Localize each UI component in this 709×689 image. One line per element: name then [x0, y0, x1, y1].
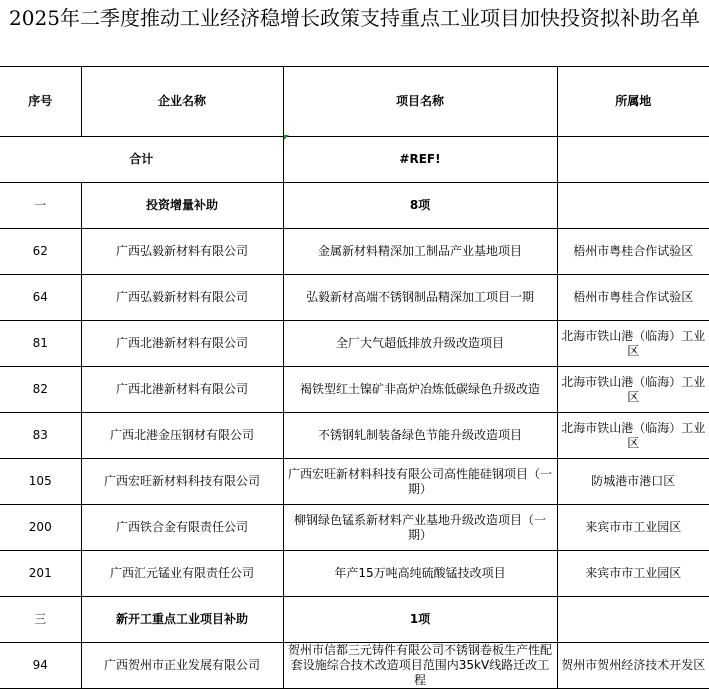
- total-row: [0, 137, 709, 183]
- section-location: [557, 597, 709, 643]
- row-location: 防城港市港口区: [557, 459, 709, 505]
- row-project: 金属新材料精深加工制品产业基地项目: [283, 229, 557, 275]
- table-row: [0, 229, 709, 275]
- header-row: [0, 67, 709, 137]
- row-location: 贺州市贺州经济技术开发区: [557, 643, 709, 689]
- row-project: 弘毅新材高端不锈钢制品精深加工项目一期: [283, 275, 557, 321]
- table-row: [0, 367, 709, 413]
- row-seq: 82: [0, 367, 81, 413]
- row-location: 来宾市市工业园区: [557, 551, 709, 597]
- row-company: 广西宏旺新材料科技有限公司: [81, 459, 283, 505]
- row-project: 柳钢绿色锰系新材料产业基地升级改造项目（一期）: [283, 505, 557, 551]
- section-name: 新开工重点工业项目补助: [81, 597, 283, 643]
- section-count: 1项: [283, 597, 557, 643]
- section-seq: 三: [0, 597, 81, 643]
- row-seq: 200: [0, 505, 81, 551]
- section-name: 投资增量补助: [81, 183, 283, 229]
- row-seq: 105: [0, 459, 81, 505]
- row-project: 广西宏旺新材料科技有限公司高性能硅钢项目（一期）: [283, 459, 557, 505]
- row-location: 梧州市粤桂合作试验区: [557, 229, 709, 275]
- table-row: [0, 459, 709, 505]
- page-title: 2025年二季度推动工业经济稳增长政策支持重点工业项目加快投资拟补助名单: [9, 6, 700, 30]
- header-seq: 序号: [0, 67, 81, 137]
- section-count: 8项: [283, 183, 557, 229]
- header-location: 所属地: [557, 67, 709, 137]
- table-row: [0, 505, 709, 551]
- row-company: 广西汇元锰业有限责任公司: [81, 551, 283, 597]
- row-project: 不锈钢轧制装备绿色节能升级改造项目: [283, 413, 557, 459]
- row-company: 广西北港金压钢材有限公司: [81, 413, 283, 459]
- row-seq: 201: [0, 551, 81, 597]
- total-label: 合计: [0, 137, 283, 183]
- table-row: [0, 643, 709, 689]
- table-row: [0, 275, 709, 321]
- row-seq: 64: [0, 275, 81, 321]
- total-location: [557, 137, 709, 183]
- row-company: 广西弘毅新材料有限公司: [81, 229, 283, 275]
- row-location: 北海市铁山港（临海）工业区: [557, 367, 709, 413]
- section-row: [0, 183, 709, 229]
- row-project: 褐铁型红土镍矿非高炉冶炼低碳绿色升级改造: [283, 367, 557, 413]
- row-seq: 94: [0, 643, 81, 689]
- row-project: 贺州市信都三元铸件有限公司不锈钢卷板生产性配套设施综合技术改造项目范围内35kV线路迁改工程: [283, 643, 557, 689]
- section-row: [0, 597, 709, 643]
- table-row: [0, 551, 709, 597]
- row-seq: 81: [0, 321, 81, 367]
- row-location: 来宾市市工业园区: [557, 505, 709, 551]
- header-project: 项目名称: [283, 67, 557, 137]
- section-location: [557, 183, 709, 229]
- table-row: [0, 321, 709, 367]
- header-company: 企业名称: [81, 67, 283, 137]
- row-company: 广西铁合金有限责任公司: [81, 505, 283, 551]
- row-seq: 62: [0, 229, 81, 275]
- total-value: #REF!: [283, 137, 557, 183]
- section-seq: 一: [0, 183, 81, 229]
- row-location: 北海市铁山港（临海）工业区: [557, 413, 709, 459]
- subsidy-table: [0, 66, 709, 689]
- row-company: 广西贺州市正业发展有限公司: [81, 643, 283, 689]
- row-project: 全厂大气超低排放升级改造项目: [283, 321, 557, 367]
- cell-comment-marker: [284, 135, 289, 140]
- row-location: 梧州市粤桂合作试验区: [557, 275, 709, 321]
- row-seq: 83: [0, 413, 81, 459]
- row-location: 北海市铁山港（临海）工业区: [557, 321, 709, 367]
- row-company: 广西弘毅新材料有限公司: [81, 275, 283, 321]
- table-row: [0, 413, 709, 459]
- row-company: 广西北港新材料有限公司: [81, 367, 283, 413]
- row-project: 年产15万吨高纯硫酸锰技改项目: [283, 551, 557, 597]
- row-company: 广西北港新材料有限公司: [81, 321, 283, 367]
